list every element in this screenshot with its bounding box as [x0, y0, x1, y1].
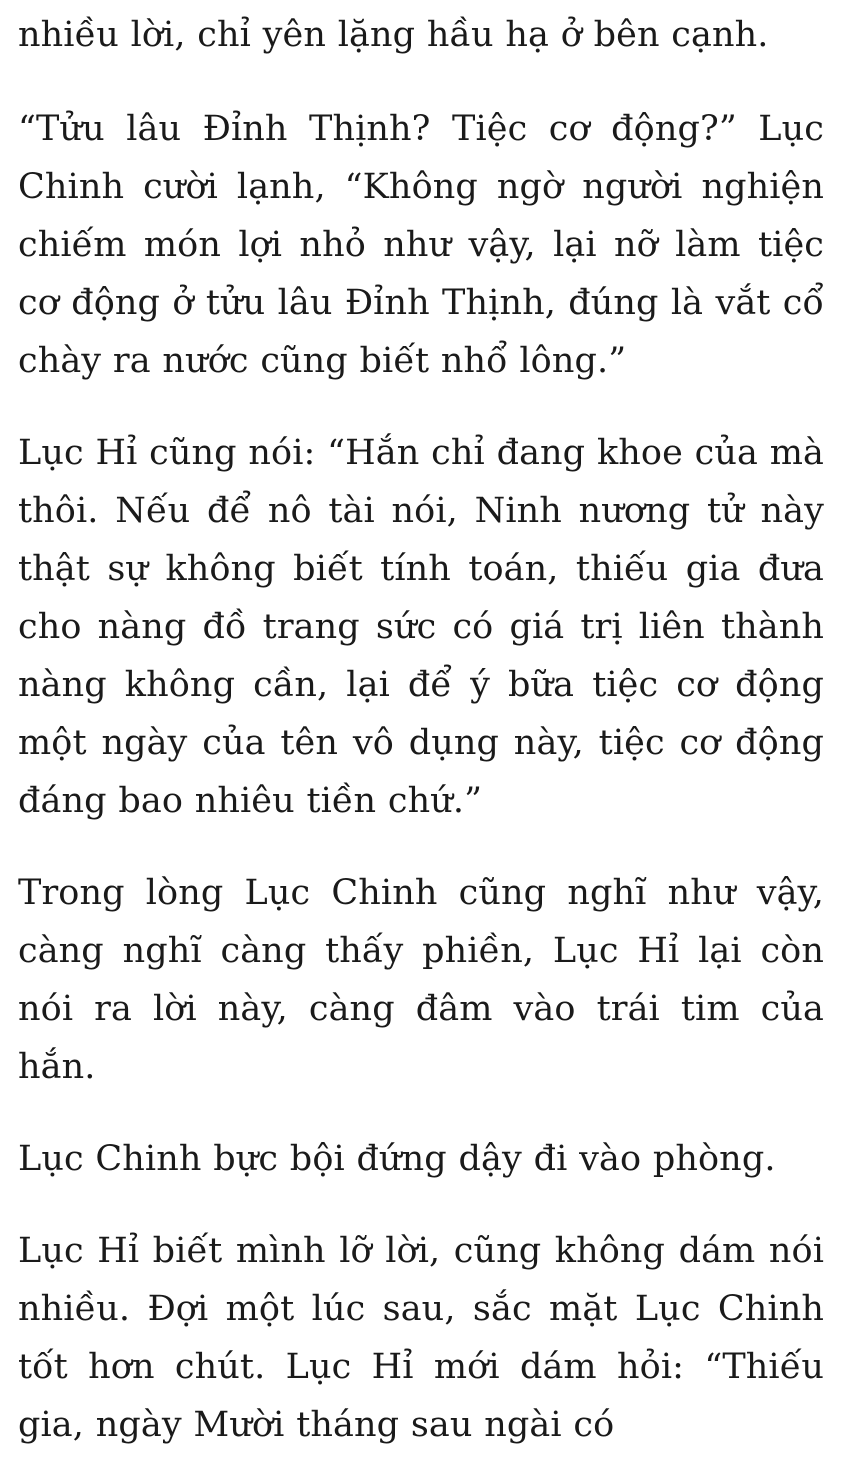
paragraph: Trong lòng Lục Chinh cũng nghĩ như vậy, càng nghĩ càng thấy phiền, Lục Hỉ lại còn nói ra lời này, càng đâm vào trái tim của hắn. [18, 873, 824, 1087]
paragraph: “Tửu lâu Đỉnh Thịnh? Tiệc cơ động?” Lục Chinh cười lạnh, “Không ngờ người nghiện chiếm món lợi nhỏ như vậy, lại nỡ làm tiệc cơ động ở tửu lâu Đỉnh Thịnh, đúng là vắt cổ chày ra nước cũng biết nhổ lông.” [18, 109, 824, 381]
paragraph: nhiều lời, chỉ yên lặng hầu hạ ở bên cạnh. [18, 15, 769, 55]
paragraph: Lục Chinh bực bội đứng dậy đi vào phòng. [18, 1139, 776, 1179]
paragraph: Lục Hỉ biết mình lỡ lời, cũng không dám nói nhiều. Đợi một lúc sau, sắc mặt Lục Chinh tốt hơn chút. Lục Hỉ mới dám hỏi: “Thiếu gia, ngày Mười tháng sau ngài có [18, 1231, 824, 1445]
paragraph: Lục Hỉ cũng nói: “Hắn chỉ đang khoe của mà thôi. Nếu để nô tài nói, Ninh nương tử này thật sự không biết tính toán, thiếu gia đưa cho nàng đồ trang sức có giá trị liên thành nàng không cần, lại để ý bữa tiệc cơ động một ngày của tên vô dụng này, tiệc cơ động đáng bao nhiêu tiền chứ.” [18, 433, 824, 821]
